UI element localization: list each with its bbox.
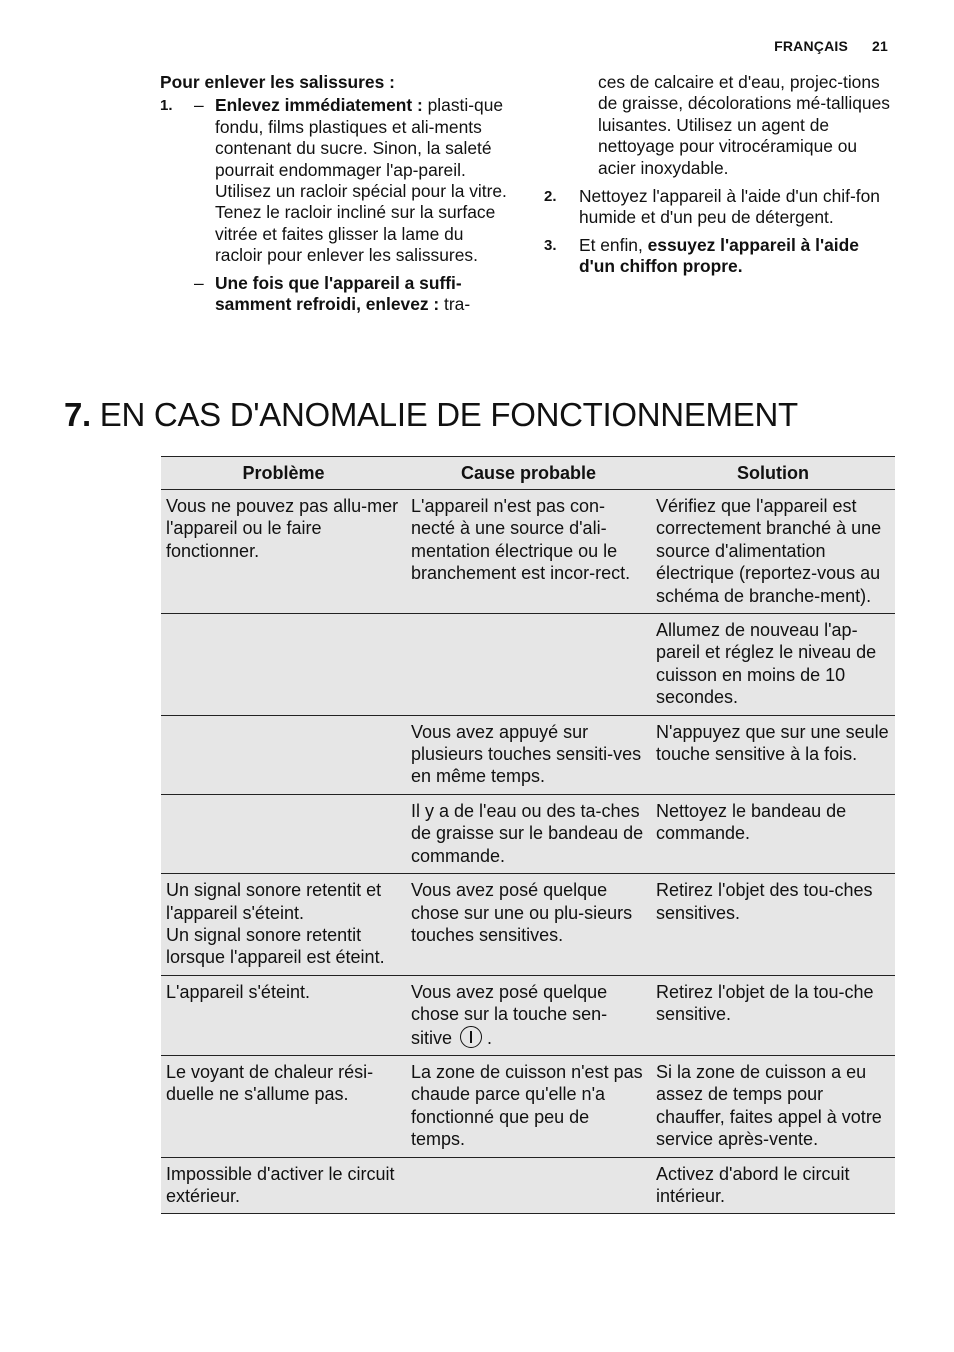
cell-cause: L'appareil n'est pas con-necté à une source d'ali-mentation électrique ou le branchement est incor-rect. <box>406 490 651 614</box>
cell-solution: Allumez de nouveau l'ap-pareil et réglez le niveau de cuisson en moins de 10 secondes. <box>651 614 895 716</box>
dash-item-2 <box>194 272 515 316</box>
cell-problem: Vous ne pouvez pas allu-mer l'appareil ou le faire fonctionner. <box>161 490 406 614</box>
cell-solution: Activez d'abord le circuit intérieur. <box>651 1157 895 1214</box>
dash-bullet: – <box>194 272 204 293</box>
cell-problem <box>161 794 406 873</box>
dash1-text: plasti-que fondu, films plastiques et ali-ments contenant du sucre. Sinon, la saleté pourrait endommager l'ap-pareil. Utilisez un racloir spécial pour la vitre. Tenez le racloir incliné sur la surface vitrée et faites glisser la lame du racloir pour enlever les salissures. <box>215 95 507 266</box>
dash2-text: tra- <box>439 294 471 315</box>
cell-solution: Nettoyez le bandeau de commande. <box>651 794 895 873</box>
page-header <box>774 38 888 54</box>
cell-cause <box>406 975 651 1055</box>
item3-bold: essuyez l'appareil à l'aide d'un chiffon propre. <box>579 234 859 277</box>
dash1-bold: Enlevez immédiatement : <box>215 95 423 116</box>
cell-problem: L'appareil s'éteint. <box>161 975 406 1055</box>
table-row <box>161 490 895 614</box>
language-label: FRANÇAIS <box>774 38 849 54</box>
header-solution: Solution <box>651 457 895 490</box>
table-header-row <box>161 457 895 490</box>
dash-item-1 <box>194 95 515 266</box>
cell-cause: Il y a de l'eau ou des ta-ches de graisse sur le bandeau de commande. <box>406 794 651 873</box>
section-number: 7. <box>64 396 91 433</box>
table-row <box>161 794 895 873</box>
item3-text: Et enfin, <box>579 234 648 255</box>
item-number: 1. <box>160 97 173 115</box>
on-off-sensor-icon <box>460 1026 482 1048</box>
table-row <box>161 874 895 976</box>
cell-problem <box>161 614 406 716</box>
table-row <box>161 715 895 794</box>
item-number: 3. <box>544 236 557 254</box>
cell-problem <box>161 715 406 794</box>
header-cause: Cause probable <box>406 457 651 490</box>
cleaning-subheading: Pour enlever les salissures : <box>160 72 395 92</box>
list-item-1 <box>160 95 515 315</box>
cell-cause-suffix: . <box>482 1027 493 1048</box>
dash2-bold: Une fois que l'appareil a suffi-samment refroidi, enlevez : <box>215 272 462 315</box>
cell-solution: Retirez l'objet de la tou-che sensitive. <box>651 975 895 1055</box>
item2-text: Nettoyez l'appareil à l'aide d'un chif-fon humide et d'un peu de détergent. <box>579 186 880 228</box>
page-number: 21 <box>872 38 888 54</box>
section-title: EN CAS D'ANOMALIE DE FONCTIONNEMENT <box>99 396 798 433</box>
section-heading <box>64 396 798 434</box>
cell-solution: N'appuyez que sur une seule touche sensitive à la fois. <box>651 715 895 794</box>
cell-cause: La zone de cuisson n'est pas chaude parce qu'elle n'a fonctionné que peu de temps. <box>406 1055 651 1157</box>
cell-problem: Impossible d'activer le circuit extérieur. <box>161 1157 406 1214</box>
continuation-text: ces de calcaire et d'eau, projec-tions de graisse, décolorations mé-talliques luisantes. Utilisez un agent de nettoyage pour vitrocéramique ou acier inoxydable. <box>598 72 890 178</box>
header-problem: Problème <box>161 457 406 490</box>
cell-cause: Vous avez posé quelque chose sur une ou plu-sieurs touches sensitives. <box>406 874 651 976</box>
dash-bullet: – <box>194 95 204 116</box>
cell-solution: Si la zone de cuisson a eu assez de temps pour chauffer, faites appel à votre service après-vente. <box>651 1055 895 1157</box>
cell-cause <box>406 1157 651 1214</box>
list-item-2 <box>544 186 899 229</box>
right-column <box>544 72 899 284</box>
cell-cause <box>406 614 651 716</box>
left-column <box>160 72 515 321</box>
cell-solution: Retirez l'objet des tou-ches sensitives. <box>651 874 895 976</box>
troubleshooting-table <box>161 456 895 1214</box>
cell-problem: Un signal sonore retentit et l'appareil s'éteint. Un signal sonore retentit lorsque l'appareil est éteint. <box>161 874 406 976</box>
cell-problem: Le voyant de chaleur rési-duelle ne s'allume pas. <box>161 1055 406 1157</box>
table-row <box>161 975 895 1055</box>
table-row <box>161 1055 895 1157</box>
cell-cause: Vous avez appuyé sur plusieurs touches sensiti-ves en même temps. <box>406 715 651 794</box>
cell-cause-text: Vous avez posé quelque chose sur la touche sen-sitive <box>411 981 608 1048</box>
list-item-3 <box>544 235 899 278</box>
table-row <box>161 1157 895 1214</box>
table-row <box>161 614 895 716</box>
cell-solution: Vérifiez que l'appareil est correctement branché à une source d'alimentation électrique (reportez-vous au schéma de branche-ment). <box>651 490 895 614</box>
item-number: 2. <box>544 188 557 206</box>
